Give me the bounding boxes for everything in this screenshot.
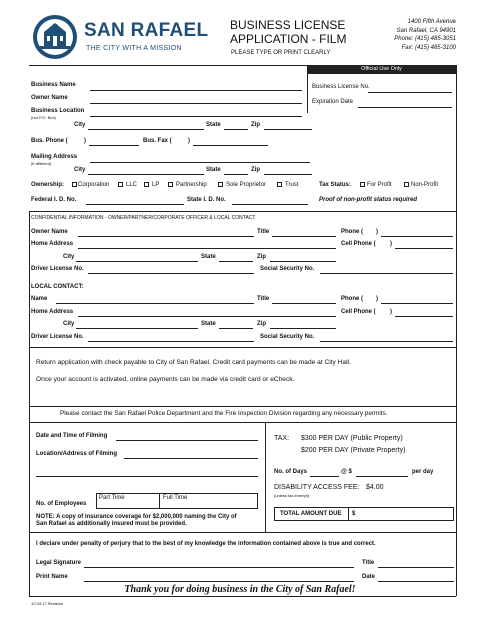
form-left-border [29, 211, 30, 596]
payment-line2: Once your account is activated, online payments can be made via credit card or eCheck. [36, 376, 295, 383]
tax-non-profit-label: Non-Profit [411, 182, 439, 188]
tax-for-profit-label: For Profit [367, 182, 392, 188]
zip-field[interactable] [264, 129, 312, 130]
mail-state-field[interactable] [224, 174, 248, 175]
revision-date: 12.04.17 Revision [31, 601, 64, 606]
contact-title-label: Title [257, 296, 270, 302]
contact-dl-field[interactable] [88, 341, 254, 342]
no-days-label: No. of Days [274, 469, 308, 475]
insurance-note-line2: San Rafael as additionally insured must be provided. [36, 521, 187, 527]
ownership-corporation-checkbox[interactable] [72, 182, 77, 187]
owner-name-field[interactable] [90, 103, 302, 104]
ownership-sole-proprietor-checkbox[interactable] [218, 182, 223, 187]
filming-location-field-2[interactable] [36, 476, 258, 477]
owner-state-label: State [201, 254, 216, 260]
address-line1: 1400 Fifth Avenue [407, 19, 456, 25]
city-field[interactable] [88, 129, 204, 130]
legal-signature-label: Legal Signature [36, 560, 82, 566]
brand-name: SAN RAFAEL [84, 20, 209, 41]
license-no-field[interactable] [368, 92, 452, 93]
contact-cell-label: Cell Phone ( [341, 309, 376, 315]
local-contact-label: LOCAL CONTACT: [31, 284, 84, 290]
ownership-corporation-label: Corporation [78, 182, 110, 188]
contact-dl-label: Driver License No. [31, 334, 84, 340]
bus-fax-label: Bus. Fax ( [143, 138, 172, 144]
contact-zip-field[interactable] [270, 328, 336, 329]
owner-phone-close: ) [376, 229, 378, 235]
ownership-llc-checkbox[interactable] [118, 182, 123, 187]
contact-phone-close: ) [376, 296, 378, 302]
section-divider [29, 532, 456, 533]
state-field[interactable] [224, 129, 248, 130]
ownership-trust-label: Trust [285, 182, 299, 188]
per-day-label: per day [412, 469, 434, 475]
signer-title-label: Title [362, 560, 375, 566]
ownership-partnership-label: Partnership [176, 182, 207, 188]
state-id-label: State I. D. No. [187, 197, 226, 203]
contact-phone-field[interactable] [381, 303, 453, 304]
owner-dl-label: Driver License No. [31, 266, 84, 272]
home-address-field[interactable] [78, 248, 336, 249]
contact-name-label: Name [31, 296, 48, 302]
mail-city-field[interactable] [88, 174, 204, 175]
print-name-label: Print Name [36, 574, 68, 580]
city-seal-icon [32, 14, 78, 60]
contact-cell-close: ) [390, 309, 392, 315]
owner-title-label: Title [257, 229, 270, 235]
tax-private: $200 PER DAY (Private Property) [301, 447, 406, 454]
declaration-text: I declare under penalty of perjury that to the best of my knowledge the information contained above is true and correct. [36, 541, 376, 547]
disability-fee-label: DISABILITY ACCESS FEE: [274, 484, 360, 491]
tax-public: $300 PER DAY (Public Property) [301, 435, 403, 442]
ownership-label: Ownership: [31, 182, 65, 188]
federal-id-label: Federal I. D. No. [31, 197, 77, 203]
bus-fax-close: ) [188, 138, 190, 144]
section-divider [29, 211, 456, 212]
contact-title-field[interactable] [272, 303, 336, 304]
owner-zip-field[interactable] [270, 261, 336, 262]
form-right-border [456, 65, 457, 596]
ownership-lp-label: LP [152, 182, 160, 188]
filming-column-divider [265, 422, 266, 532]
owner-state-field[interactable] [219, 261, 253, 262]
section-divider [29, 422, 456, 423]
owner-ssn-label: Social Security No. [260, 266, 315, 272]
contact-name-field[interactable] [56, 303, 254, 304]
expiration-field[interactable] [358, 107, 452, 108]
signature-date-label: Date [362, 574, 376, 580]
business-name-field[interactable] [90, 90, 302, 91]
business-name-label: Business Name [31, 82, 76, 88]
form-title-line2: APPLICATION - FILM [230, 32, 347, 46]
city-label: City [74, 122, 86, 128]
at-rate-label: @ $ [341, 469, 352, 475]
ownership-trust-checkbox[interactable] [277, 182, 282, 187]
disability-fee-amount: $4.00 [366, 484, 384, 491]
cell-phone-close: ) [390, 241, 392, 247]
bus-phone-label: Bus. Phone ( [31, 138, 68, 144]
bus-phone-field[interactable] [89, 145, 139, 146]
total-amount-field[interactable] [348, 507, 454, 521]
owner-phone-label: Phone ( [341, 229, 363, 235]
contact-zip-label: Zip [257, 321, 266, 327]
tax-non-profit-checkbox[interactable] [404, 182, 409, 187]
legal-signature-field[interactable] [84, 567, 354, 568]
contact-city-label: City [63, 321, 75, 327]
full-time-label: Full Time [163, 495, 188, 501]
federal-id-field[interactable] [86, 204, 184, 205]
owner-ssn-field[interactable] [320, 273, 453, 274]
state-id-field[interactable] [232, 204, 308, 205]
employees-label: No. of Employees [36, 501, 87, 507]
mail-zip-label: Zip [251, 167, 260, 173]
section-divider [29, 347, 456, 348]
mailing-address-field[interactable] [90, 162, 310, 163]
part-time-label: Part Time [99, 495, 125, 501]
form-title-line1: BUSINESS LICENSE [230, 18, 346, 32]
cell-phone-field[interactable] [395, 248, 453, 249]
contact-home-address-label: Home Address [31, 309, 74, 315]
owner-city-label: City [63, 254, 75, 260]
city-phone: Phone: (415) 485-3051 [394, 36, 456, 42]
total-dollar-sign: $ [352, 511, 356, 517]
ownership-llc-label: LLC [126, 182, 138, 188]
signature-date-field[interactable] [378, 581, 454, 582]
contact-ssn-field[interactable] [320, 341, 453, 342]
contact-phone-label: Phone ( [341, 296, 363, 302]
mailing-address-label: Mailing Address [31, 154, 78, 160]
mail-zip-field[interactable] [264, 174, 312, 175]
insurance-note-line1: NOTE: A copy of insurance coverage for $2,000,000 naming the City of [36, 514, 237, 520]
expiration-label: Expiration Date [312, 99, 354, 105]
address-line2: San Rafael, CA 94901 [396, 27, 456, 34]
contact-home-address-field[interactable] [78, 316, 336, 317]
section-divider [29, 406, 456, 407]
rate-field[interactable] [356, 476, 408, 477]
date-time-field[interactable] [116, 440, 258, 441]
tax-for-profit-checkbox[interactable] [360, 182, 365, 187]
print-instruction: PLEASE TYPE OR PRINT CLEARLY [231, 50, 331, 56]
business-location-field[interactable] [90, 116, 302, 117]
bus-fax-field[interactable] [193, 145, 268, 146]
form-bottom-border [29, 596, 456, 597]
print-name-field[interactable] [84, 581, 354, 582]
brand-tagline: THE CITY WITH A MISSION [86, 45, 182, 52]
contact-city-field[interactable] [76, 328, 198, 329]
state-label: State [206, 122, 221, 128]
tax-status-label: Tax Status: [319, 182, 351, 188]
no-days-field[interactable] [310, 476, 339, 477]
mail-city-label: City [74, 167, 86, 173]
contact-state-label: State [201, 321, 216, 327]
contact-state-field[interactable] [219, 328, 253, 329]
full-time-box[interactable] [159, 493, 258, 509]
thank-you-message: Thank you for doing business in the City of San Rafael! [124, 584, 356, 595]
date-time-label: Date and Time of Filming [36, 433, 108, 439]
payment-line1: Return application with check payable to City of San Rafael. Credit card payments can be made at City Hall. [36, 359, 351, 366]
owner-dl-field[interactable] [88, 273, 254, 274]
owner-phone-field[interactable] [381, 236, 453, 237]
official-use-header: Official Use Only [307, 65, 456, 74]
city-fax: Fax: (415) 485-3100 [401, 44, 456, 51]
bus-phone-close: ) [84, 138, 86, 144]
contact-ssn-label: Social Security No. [260, 334, 315, 340]
cell-phone-label: Cell Phone ( [341, 241, 376, 247]
mail-state-label: State [206, 167, 221, 173]
zip-label: Zip [251, 122, 260, 128]
business-location-label: Business Location [31, 108, 85, 114]
confidential-heading: CONFIDENTIAL INFORMATION - OWNER/PARTNER/CORPORATE OFFICER & LOCAL CONTACT [31, 215, 256, 221]
filming-location-label: Location/Address of Filming [36, 451, 118, 457]
home-address-label: Home Address [31, 241, 74, 247]
tax-label: TAX: [274, 435, 290, 442]
location-note: (not P.O. Box) [31, 115, 56, 120]
city-logo [32, 14, 78, 60]
owner-zip-label: Zip [257, 254, 266, 260]
disability-note: (unless tax-exempt) [274, 493, 310, 498]
owner-title-field[interactable] [272, 236, 336, 237]
ownership-sole-proprietor-label: Sole Proprietor [226, 182, 267, 188]
contact-cell-field[interactable] [395, 316, 453, 317]
owner-city-field[interactable] [76, 261, 198, 262]
owner-name-field-2[interactable] [78, 236, 254, 237]
license-no-label: Business License No. [312, 84, 370, 90]
city-address-block [360, 18, 456, 52]
mailing-note: (if different) [31, 161, 52, 166]
part-time-box[interactable] [96, 493, 160, 509]
ownership-lp-checkbox[interactable] [144, 182, 149, 187]
owner-name-label: Owner Name [31, 95, 68, 101]
ownership-partnership-checkbox[interactable] [168, 182, 173, 187]
signer-title-field[interactable] [378, 567, 454, 568]
total-amount-label: TOTAL AMOUNT DUE [280, 511, 342, 517]
filming-location-field[interactable] [124, 458, 258, 459]
nonprofit-note: Proof of non-profit status required [319, 197, 417, 203]
owner-name-label-2: Owner Name [31, 229, 68, 235]
permit-notice: Please contact the San Rafael Police Department and the Fire Inspection Division regarding any necessary permits. [60, 410, 388, 417]
